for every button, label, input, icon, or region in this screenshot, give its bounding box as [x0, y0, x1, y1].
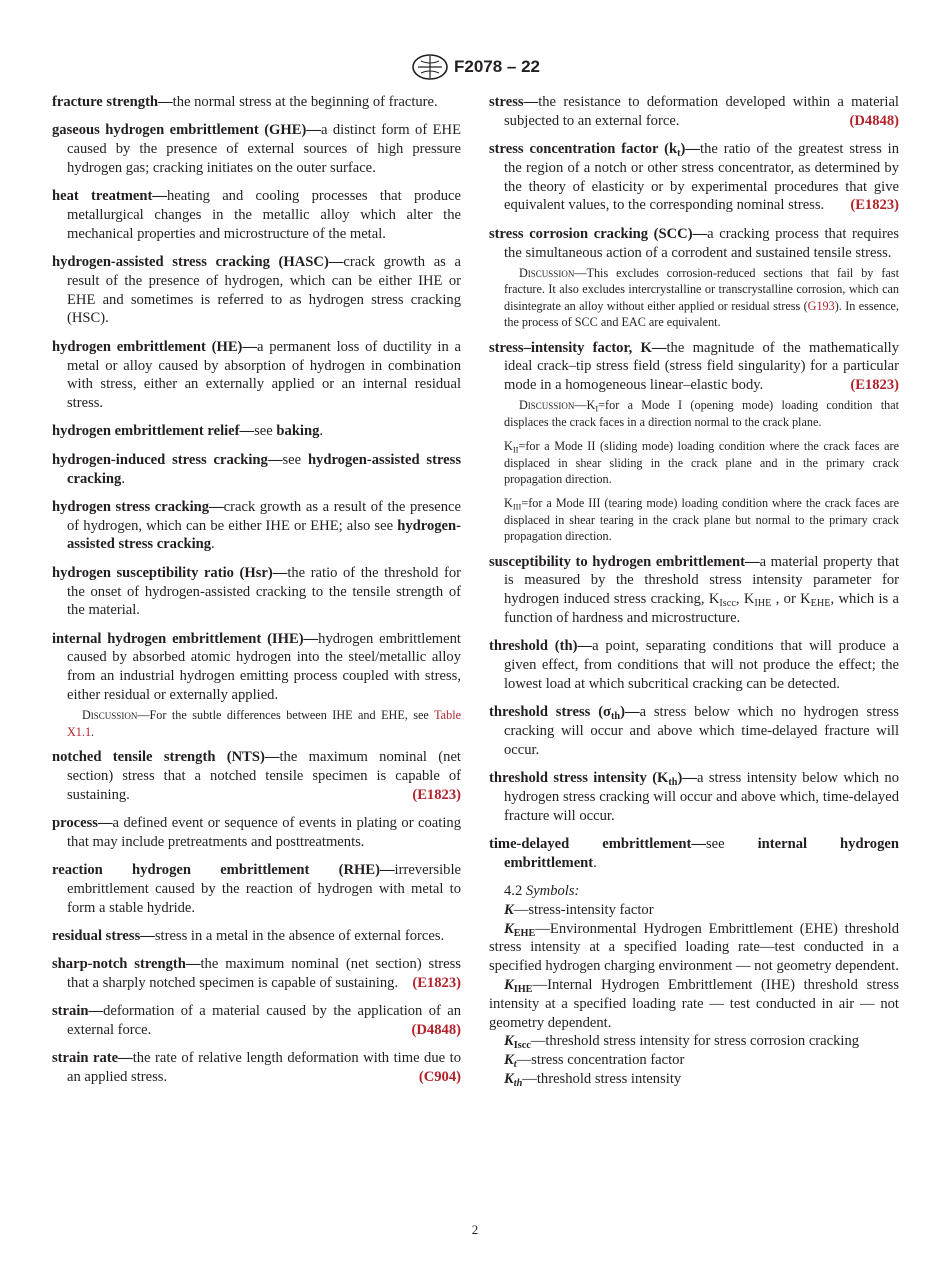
page-number: 2	[471, 1222, 479, 1237]
symbol-kihe: $K_{IHE}—Internal$ Hydrogen Embrittlement (IHE) threshold stress intensity at a specified loading rate — test conducted in air — not geometry dependent.	[489, 977, 899, 1031]
definition-susceptibility: susceptibility to hydrogen embrittlement—a material property that is measured by the threshold stress intensity parameter for hydrogen induced stress cracking, $K_{Iscc}$, $K_{IHE}$ , or $K_{EHE}$, which is a function of hardness and microstructure.	[489, 553, 899, 627]
reference-link[interactable]: (E1823)	[850, 377, 899, 394]
reference-link[interactable]: (E1823)	[850, 197, 899, 214]
g193-link[interactable]: G193	[807, 298, 835, 313]
definition-heat-treatment: heat treatment—heating and cooling processes that produce metallurgical changes in the metallic alloy which alter the mechanical properties and microstructure of the metal.	[52, 188, 461, 242]
definition-residual-stress: residual stress—stress in a metal in the absence of external forces.	[52, 928, 445, 944]
document-number: F2078 – 22	[453, 57, 540, 76]
definition-strain-rate: strain rate—the rate of relative length deformation with time due to an applied stress. (C904)	[52, 1050, 461, 1086]
definition-stress: stress—the resistance to deformation developed within a material subjected to an external force. (D4848)	[489, 94, 899, 129]
definition-strain: strain—deformation of a material caused by the application of an external force. (D4848)	[52, 1003, 461, 1039]
definition-process: process—a defined event or sequence of events in plating or coating that may include pretreatments and posttreatments.	[52, 815, 461, 850]
definition-ihe: internal hydrogen embrittlement (IHE)—hydrogen embrittlement caused by absorbed atomic hydrogen into the steel/metallic alloy from an industrial hydrogen emitting process coupled with stress, either residual or externally applied.	[52, 630, 461, 704]
definition-sharp-notch-strength: sharp-notch strength—the maximum nominal (net section) stress that a sharply notched specimen is capable of sustaining. (E1823)	[52, 956, 461, 992]
symbol-kth: $K_{th}—threshold$ stress intensity	[504, 1071, 682, 1090]
definition-hasc: hydrogen-assisted stress cracking (HASC)—crack growth as a result of the presence of hydrogen, which can be either IHE or EHE and sometimes is referred to as hydrogen stress cracking (HSC).	[52, 254, 462, 327]
definition-hisc: hydrogen-induced stress cracking—see hydrogen-assisted stress cracking.	[52, 451, 461, 487]
reference-link[interactable]: (D4848)	[411, 1022, 461, 1039]
definition-hsr: hydrogen susceptibility ratio (Hsr)—the ratio of the threshold for the onset of hydrogen-assisted cracking to the tensile strength of the material.	[52, 564, 461, 619]
definition-time-delayed-embrittlement: time-delayed embrittlement—see internal hydrogen embrittlement.	[489, 836, 899, 871]
discussion-ihe: Discussion—For the subtle differences between IHE and EHE, see Table X1.1.	[67, 708, 461, 739]
page-header	[0, 52, 950, 84]
reference-link[interactable]: (E1823)	[412, 975, 461, 992]
table-x1-1-link[interactable]: Table X1.1	[67, 708, 461, 739]
symbols-heading: 4.2 Symbols:	[504, 883, 580, 900]
symbol-kt: $K_t—stress$ concentration factor	[504, 1052, 685, 1071]
reference-link[interactable]: (D4848)	[849, 112, 899, 129]
definition-ghe: gaseous hydrogen embrittlement (GHE)—a distinct form of EHE caused by the presence of external sources of high pressure hydrogen gas; cracking initiates on the outer surface.	[52, 122, 461, 176]
definition-stress-intensity-factor: stress–intensity factor, K—the magnitude of the mathematically ideal crack–tip stress field (stress field singularity) for a particular mode in a homogeneous linear–elastic body. (E1823)	[489, 339, 899, 394]
discussion-sif-mode-3: $K_{III}=for$ a Mode III (tearing mode) loading condition where the crack faces are displaced in shear tearing in the crack plane but normal to the primary crack propagation direction.	[504, 496, 899, 544]
definition-he: hydrogen embrittlement (HE)—a permanent loss of ductility in a metal or alloy caused by absorption of hydrogen in combination with stress, either an externally applied or an internal residual stress.	[52, 338, 462, 412]
astm-logo-icon	[410, 52, 450, 82]
right-column	[489, 93, 899, 1089]
symbol-kiscc: $K_{Iscc}—threshold$ stress intensity for stress corrosion cracking	[504, 1033, 860, 1052]
reference-link[interactable]: (C904)	[418, 1069, 461, 1086]
discussion-scc: Discussion—This excludes corrosion-reduced sections that fail by fast fracture. It also excludes intercrystalline or transcrystalline corrosion, which can disintegrate an alloy without either applied or residual stress (G193). In essence, the process of SCC and EAC are equivalent.	[504, 265, 899, 330]
reference-link[interactable]: (E1823)	[412, 786, 461, 803]
definition-hsc: hydrogen stress cracking—crack growth as a result of the presence of hydrogen, which can be either IHE or EHE; also see hydrogen-assisted stress cracking.	[52, 498, 461, 553]
definition-fracture-strength: fracture strength—the normal stress at the beginning of fracture.	[52, 94, 438, 110]
definition-rhe: reaction hydrogen embrittlement (RHE)—irreversible embrittlement caused by the reaction of hydrogen with metal to form a stable hydride.	[52, 862, 461, 916]
discussion-sif-mode-1: $Discussion—K_I=for$ a Mode I (opening mode) loading condition that displaces the crack faces in a direction normal to the crack plane.	[504, 398, 899, 429]
definition-threshold-stress: threshold stress $(\sigma_{th})—a$ stress below which no hydrogen stress cracking will occur and above which time-delayed fracture will occur.	[489, 704, 899, 758]
definition-scc: stress corrosion cracking (SCC)—a cracking process that requires the simultaneous action of a corrodent and sustained tensile stress.	[489, 225, 899, 261]
definition-stress-concentration-factor: stress concentration factor $(k_t)—the$ ratio of the greatest stress in the region of a notch or other stress concentrator, as determined by the theory of elasticity or by experimental procedures that give equivalent values, to the corresponding nominal stress. (E1823)	[489, 141, 899, 214]
discussion-sif-mode-2: $K_{II}=for$ a Mode II (sliding mode) loading condition where the crack faces are displaced in shear sliding in the crack plane and in the primary crack propagation direction.	[504, 439, 899, 487]
definition-threshold: threshold (th)—a point, separating conditions that will produce a given effect, from conditions that will not produce the effect; the lowest load at which subcritical cracking can be detected.	[489, 638, 899, 692]
symbol-kehe: $K_{EHE}—Environmental$ Hydrogen Embrittlement (EHE) threshold stress intensity at a specified loading rate—test conducted in a specified hydrogen charging environment — not geometry dependent.	[489, 920, 899, 975]
symbol-k: K—stress-intensity factor	[504, 901, 654, 918]
definition-her: hydrogen embrittlement relief—see baking.	[52, 423, 324, 440]
definition-nts: notched tensile strength (NTS)—the maximum nominal (net section) stress that a notched tensile specimen is capable of sustaining. (E1823)	[52, 749, 461, 803]
left-column	[52, 93, 461, 1097]
definition-threshold-stress-intensity: threshold stress intensity $(K_{th})—a$ stress intensity below which no hydrogen stress cracking will occur and above which, time-delayed fracture will occur.	[489, 770, 899, 824]
